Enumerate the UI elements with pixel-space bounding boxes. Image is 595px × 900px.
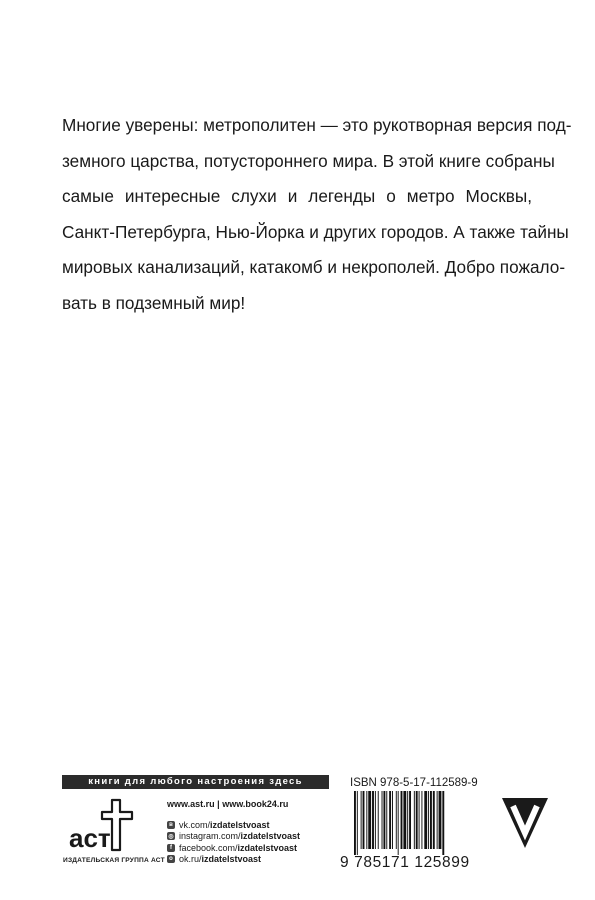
barcode-bar [396, 791, 397, 849]
barcode-bar [409, 791, 411, 849]
barcode-bar [354, 791, 356, 855]
barcode-bar [378, 791, 379, 849]
barcode-bar [421, 791, 422, 849]
barcode-bar [375, 791, 376, 849]
barcode-bar [401, 791, 403, 849]
social-handle: izdatelstvoast [210, 819, 270, 830]
barcode-bar [366, 791, 367, 849]
barcode-bar [428, 791, 429, 849]
social-handle: izdatelstvoast [201, 854, 262, 865]
publisher-sites[interactable]: www.ast.ru | www.book24.ru [167, 799, 289, 809]
annotation-line: Санкт-Петербурга, Нью-Йорка и других городов. А также тайны [62, 221, 569, 242]
social-link-ok[interactable] [167, 854, 300, 866]
barcode-bar [414, 791, 415, 849]
social-prefix: instagram.com/ [179, 831, 241, 842]
barcode-bar [398, 791, 399, 855]
barcode-digits: 9 785171 125899 [340, 854, 470, 871]
barcode-bar [389, 791, 391, 849]
social-link-instagram[interactable] [167, 831, 300, 843]
barcode-bar [357, 791, 358, 855]
social-prefix: ok.ru/ [179, 854, 202, 865]
barcode-bar [386, 791, 387, 849]
barcode-bar [361, 791, 362, 849]
publisher-caption: ИЗДАТЕЛЬСКАЯ ГРУППА АСТ [63, 857, 165, 864]
annotation-line: вать в подземный мир! [62, 292, 246, 313]
isbn-label: ISBN 978-5-17-112589-9 [350, 777, 478, 789]
barcode-bar [419, 791, 420, 849]
ok-icon: о [167, 855, 175, 863]
annotation-text [62, 108, 572, 321]
barcode-bar [383, 791, 385, 849]
ast-logo [68, 798, 146, 852]
barcode-bar [372, 791, 374, 849]
annotation-line: мировых канализаций, катакомб и некрополей. Добро пожало- [62, 257, 566, 277]
social-handle: izdatelstvoast [237, 842, 298, 853]
social-link-vk[interactable] [167, 819, 300, 831]
instagram-icon: ◎ [168, 833, 174, 840]
annotation-line: земного царства, потустороннего мира. В этой книге собраны [62, 150, 555, 171]
barcode-bar [416, 791, 418, 849]
v-mark-icon [500, 795, 550, 851]
barcode-bar [403, 791, 406, 849]
barcode-bar [439, 791, 442, 849]
logo-text: аст [69, 823, 111, 852]
barcode-bar [382, 791, 383, 849]
annotation-line: Многие уверены: метрополитен — это рукотворная версия под- [62, 115, 572, 135]
vk-icon: в [167, 821, 175, 829]
facebook-icon: f [167, 844, 175, 852]
social-handle: izdatelstvoast [240, 831, 301, 842]
barcode-bar [437, 791, 438, 849]
social-link-facebook[interactable] [167, 842, 300, 854]
barcode-bar [392, 791, 393, 849]
barcode [352, 791, 484, 855]
barcode-bar [407, 791, 408, 849]
social-prefix: vk.com/ [179, 819, 211, 830]
barcode-bar [442, 791, 444, 855]
barcode-bar [433, 791, 435, 849]
barcode-bar [368, 791, 371, 849]
barcode-bar [430, 791, 432, 849]
social-links [167, 819, 300, 865]
social-prefix: facebook.com/ [179, 842, 238, 853]
barcode-bar [424, 791, 427, 849]
publisher-slogan: книги для любого настроения здесь [62, 775, 329, 789]
barcode-bar [363, 791, 365, 849]
annotation-line: самые интересные слухи и легенды о метро Москвы, [62, 186, 532, 206]
